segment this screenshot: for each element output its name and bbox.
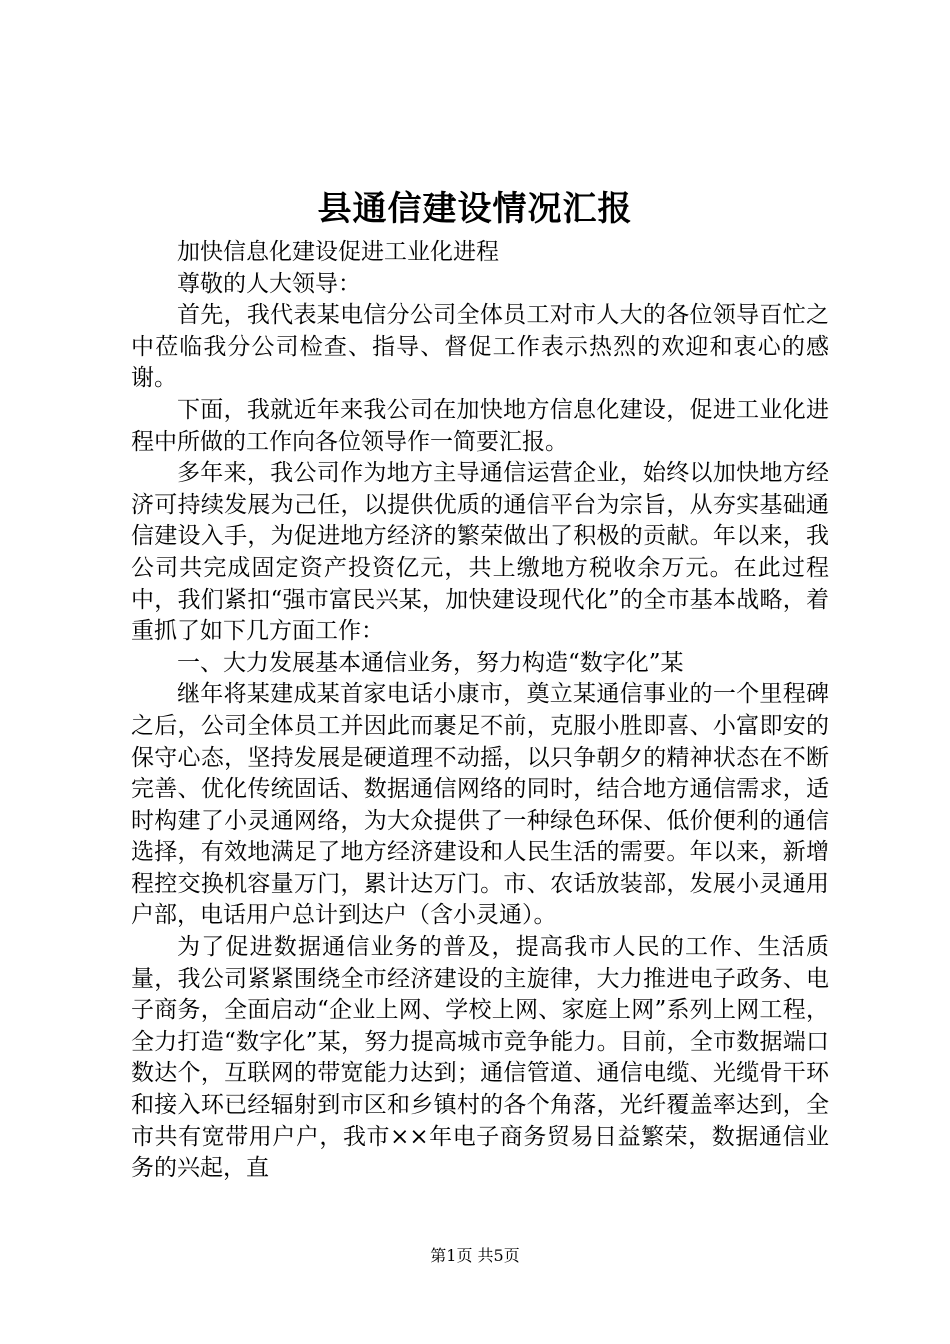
document-title: 县通信建设情况汇报 xyxy=(317,189,633,229)
paragraph-salutation: 尊敬的人大领导： xyxy=(177,270,361,297)
paragraph-telecom-network: 继年将某建成某首家电话小康市，奠立某通信事业的一个里程碑之后，公司全体员工并因此而裹足不前，克服小胜即喜、小富即安的保守心态，坚持发展是硬道理不动摇，以只争朝夕的精神状态在不断完善、优化传统固话、数据通信网络的同时，结合地方通信需求，适时构建了小灵通网络，为大众提供了一种绿色环保、低价便利的通信选择，有效地满足了地方经济建设和人民生活的需要。年以来，新增程控交换机容量万门，累计达万门。市、农话放装部，发展小灵通用户部，电话用户总计到达户（含小灵通）。 xyxy=(131,681,829,929)
document-body xyxy=(131,237,829,1185)
paragraph-data-communication: 为了促进数据通信业务的普及，提高我市人民的工作、生活质量，我公司紧紧围绕全市经济建设的主旋律，大力推进电子政务、电子商务，全面启动“企业上网、学校上网、家庭上网”系列上网工程，全力打造“数字化”某，努力提高城市竞争能力。目前，全市数据端口数达个，互联网的带宽能力达到；通信管道、通信电缆、光缆骨干环和接入环已经辐射到市区和乡镇村的各个角落，光纤覆盖率达到，全市共有宽带用户户，我市××年电子商务贸易日益繁荣，数据通信业务的兴起，直 xyxy=(131,934,829,1182)
paragraph-intro: 下面，我就近年来我公司在加快地方信息化建设，促进工业化进程中所做的工作向各位领导作一简要汇报。 xyxy=(131,396,829,455)
page-number-footer: 第1页 共5页 xyxy=(430,1246,520,1265)
paragraph-opening: 首先，我代表某电信分公司全体员工对市人大的各位领导百忙之中莅临我分公司检查、指导、督促工作表示热烈的欢迎和衷心的感谢。 xyxy=(131,302,829,392)
paragraph-overview: 多年来，我公司作为地方主导通信运营企业，始终以加快地方经济可持续发展为己任，以提供优质的通信平台为宗旨，从夯实基础通信建设入手，为促进地方经济的繁荣做出了积极的贡献。年以来，我公司共完成固定资产投资亿元，共上缴地方税收余万元。在此过程中，我们紧扣“强市富民兴某，加快建设现代化”的全市基本战略，着重抓了如下几方面工作： xyxy=(131,460,829,645)
paragraph-subtitle: 加快信息化建设促进工业化进程 xyxy=(177,239,499,265)
section-heading-1: 一、大力发展基本通信业务，努力构造“数字化”某 xyxy=(177,649,684,676)
